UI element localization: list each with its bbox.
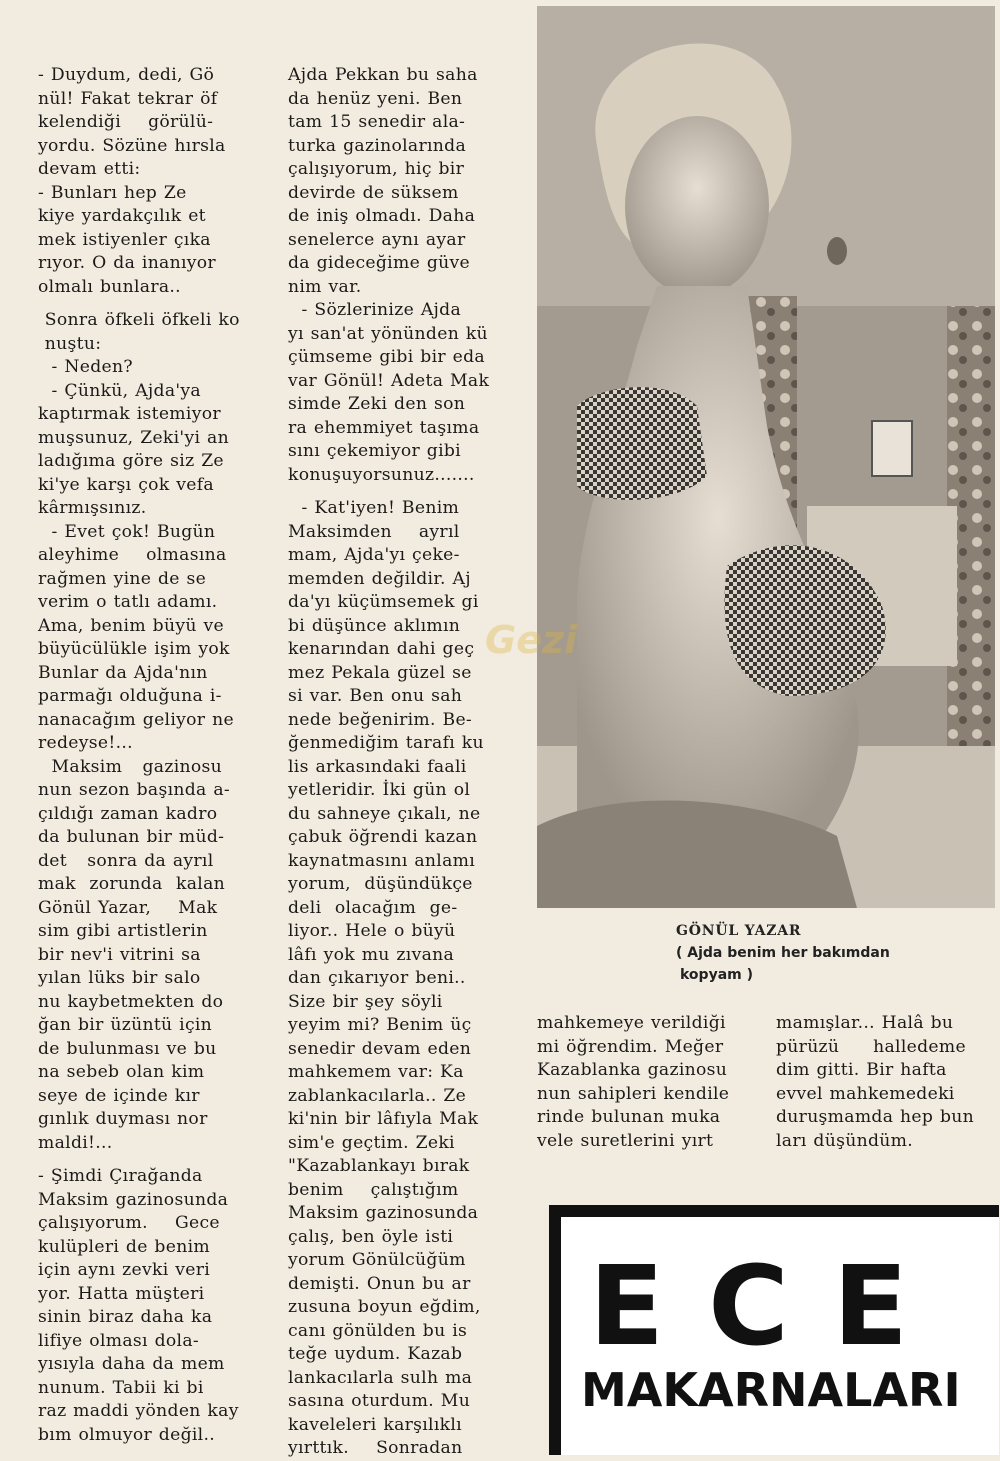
text-line: - Şimdi Çırağanda <box>38 1166 203 1186</box>
text-line: du sahneye çıkalı, ne <box>288 803 481 824</box>
text-line: yordu. Sözüne hırsla <box>38 135 226 156</box>
ad-product: MAKARNALARI <box>581 1363 961 1417</box>
text-line: konuşuyorsunuz....... <box>288 464 475 485</box>
text-line: de bulunması ve bu <box>38 1038 217 1059</box>
text-line: teğe uydum. Kazab <box>288 1344 463 1364</box>
text-line: nun sahipleri kendile <box>537 1083 730 1104</box>
text-line: Ajda Pekkan bu saha <box>288 65 478 85</box>
text-line: na sebeb olan kim <box>38 1062 205 1082</box>
watermark: Gezi <box>485 618 578 662</box>
text-line: benim çalıştığım <box>288 1179 459 1200</box>
text-line: det sonra da ayrıl <box>38 850 214 871</box>
text-line: kârmışsınız. <box>38 498 147 518</box>
text-line: - Neden? <box>38 357 133 377</box>
text-line: nede beğenirim. Be- <box>288 709 473 730</box>
text-line: da henüz yeni. Ben <box>288 88 463 109</box>
text-line: ğan bir üzüntü için <box>38 1015 213 1035</box>
text-line: simde Zeki den son <box>288 394 466 414</box>
text-line: evvel mahkemedeki <box>776 1083 955 1104</box>
text-line: yorum, düşündükçe <box>288 874 473 894</box>
text-line: senedir devam eden <box>288 1038 472 1059</box>
text-line: maldi!... <box>38 1132 113 1153</box>
text-line: dan çıkarıyor beni.. <box>288 968 466 988</box>
text-line: devam etti: <box>38 159 141 179</box>
text-line: Kazablanka gazinosu <box>537 1060 728 1080</box>
text-line: çümseme gibi bir eda <box>288 347 485 367</box>
text-line: Maksimden ayrıl <box>288 521 460 542</box>
text-line: demişti. Onun bu ar <box>288 1273 471 1294</box>
text-line: çabuk öğrendi kazan <box>288 827 478 847</box>
text-line: muşsunuz, Zeki'yi an <box>38 427 229 448</box>
text-line: aleyhime olmasına <box>38 545 227 565</box>
paragraph-gap <box>288 487 520 497</box>
text-line: mak zorunda kalan <box>38 874 225 894</box>
text-line: gınlık duyması nor <box>38 1109 208 1129</box>
text-line: rıyor. O da inanıyor <box>38 253 216 273</box>
text-line: da gideceğime güve <box>288 253 470 273</box>
text-line: nunum. Tabii ki bi <box>38 1377 204 1398</box>
text-line: çalış, ben öyle isti <box>288 1226 454 1247</box>
text-line: lankacılarla sulh ma <box>288 1367 473 1388</box>
text-line: Maksim gazinosunda <box>288 1203 479 1223</box>
text-line: rinde bulunan muka <box>537 1107 721 1127</box>
text-line: parmağı olduğuna i- <box>38 686 222 706</box>
article-column-1 <box>38 64 270 1447</box>
text-line: bi düşünce aklımın <box>288 615 461 636</box>
text-line: memden değildir. Aj <box>288 568 471 589</box>
text-line: redeyse!... <box>38 733 133 753</box>
text-line: - Bunları hep Ze <box>38 182 187 203</box>
text-line: lis arkasındaki faali <box>288 756 467 777</box>
text-line: da bulunan bir müd- <box>38 827 225 847</box>
text-line: sim'e geçtim. Zeki <box>288 1132 455 1153</box>
text-line: - Sözlerinize Ajda <box>288 300 462 320</box>
text-line: nanacağım geliyor ne <box>38 709 234 730</box>
text-line: duruşmamda hep bun <box>776 1107 974 1127</box>
text-line: senelerce aynı ayar <box>288 229 466 250</box>
text-line: rağmen yine de se <box>38 568 207 589</box>
portrait-photo <box>537 6 995 908</box>
text-line: lifiye olması dola- <box>38 1330 199 1351</box>
text-line: kaveleleri karşılıklı <box>288 1414 462 1435</box>
text-line: zablankacılarla.. Ze <box>288 1085 467 1106</box>
caption-line-2: kopyam ) <box>680 967 754 983</box>
text-line: kiye yardakçılık et <box>38 206 206 226</box>
text-line: devirde de süksem <box>288 182 459 203</box>
text-line: nül! Fakat tekrar öf <box>38 88 218 109</box>
text-line: bir nev'i vitrini sa <box>38 944 201 965</box>
text-line: Gönül Yazar, Mak <box>38 897 218 918</box>
text-line: kelendiği görülü- <box>38 112 214 132</box>
text-line: bım olmuyor değil.. <box>38 1424 216 1445</box>
article-column-3 <box>537 1012 759 1153</box>
text-line: yısıyla daha da mem <box>38 1354 225 1374</box>
text-line: mam, Ajda'yı çeke- <box>288 545 460 565</box>
text-line: Bunlar da Ajda'nın <box>38 662 208 683</box>
text-line: Ama, benim büyü ve <box>38 615 224 636</box>
text-line: nuştu: <box>38 333 102 354</box>
text-line: yı san'at yönünden kü <box>288 323 488 344</box>
text-line: ladığıma göre siz Ze <box>38 451 224 471</box>
photo-caption <box>676 920 916 986</box>
text-line: ları düşündüm. <box>776 1130 913 1151</box>
text-line: yılan lüks bir salo <box>38 968 201 988</box>
text-line: sim gibi artistlerin <box>38 921 208 941</box>
text-line: verim o tatlı adamı. <box>38 592 218 612</box>
text-line: mi öğrendim. Meğer <box>537 1036 724 1057</box>
text-line: ki'ye karşı çok vefa <box>38 474 214 495</box>
text-line: mek istiyenler çıka <box>38 229 211 250</box>
text-line: vele suretlerini yırt <box>537 1130 714 1151</box>
text-line: olmalı bunlara.. <box>38 276 181 297</box>
text-line: yırttık. Sonradan <box>288 1438 463 1458</box>
caption-line-1: ( Ajda benim her bakımdan <box>676 945 890 961</box>
text-line: mahkemeye verildiği <box>537 1013 726 1033</box>
text-line: yor. Hatta müşteri <box>38 1283 205 1304</box>
text-line: kaynatmasını anlamı <box>288 850 476 871</box>
text-line: Size bir şey söyli <box>288 991 443 1012</box>
text-line: nu kaybetmekten do <box>38 991 224 1012</box>
text-line: sinin biraz daha ka <box>38 1307 213 1327</box>
text-line: için aynı zevki veri <box>38 1260 211 1280</box>
text-line: "Kazablankayı bırak <box>288 1156 470 1176</box>
text-line: çalışıyorum. Gece <box>38 1213 220 1233</box>
text-line: liyor.. Hele o büyü <box>288 921 456 941</box>
text-line: lâfı yok mu zıvana <box>288 944 455 965</box>
ad-brand: ECE <box>589 1242 953 1370</box>
text-line: ğenmediğim tarafı ku <box>288 733 484 753</box>
text-line: raz maddi yönden kay <box>38 1401 239 1421</box>
text-line: da'yı küçümsemek gi <box>288 592 479 612</box>
text-line: Maksim gazinosunda <box>38 1189 229 1210</box>
text-line: - Çünkü, Ajda'ya <box>38 380 201 401</box>
text-line: Maksim gazinosu <box>38 756 223 777</box>
text-line: - Evet çok! Bugün <box>38 521 216 542</box>
text-line: nun sezon başında a- <box>38 780 231 800</box>
text-line: çıldığı zaman kadro <box>38 803 218 824</box>
text-line: zusuna boyun eğdim, <box>288 1297 481 1317</box>
text-line: kulüpleri de benim <box>38 1236 210 1257</box>
text-line: - Duydum, dedi, Gö <box>38 65 215 85</box>
text-line: turka gazinolarında <box>288 135 467 156</box>
text-line: Sonra öfkeli öfkeli ko <box>38 310 240 330</box>
text-line: mahkemem var: Ka <box>288 1062 464 1082</box>
caption-name: GÖNÜL YAZAR <box>676 923 802 939</box>
text-line: ra ehemmiyet taşıma <box>288 417 480 438</box>
text-line: canı gönülden bu is <box>288 1320 468 1341</box>
text-line: dim gitti. Bir hafta <box>776 1060 947 1080</box>
text-line: mez Pekala güzel se <box>288 662 472 683</box>
text-line: kenarından dahi geç <box>288 639 475 659</box>
article-column-4 <box>776 1012 996 1153</box>
text-line: büyücülükle işim yok <box>38 639 230 659</box>
text-line: si var. Ben onu sah <box>288 686 463 706</box>
article-column-2 <box>288 64 520 1461</box>
text-line: yeyim mi? Benim üç <box>288 1015 472 1035</box>
text-line: tam 15 senedir ala- <box>288 112 466 132</box>
paragraph-gap <box>38 1155 270 1165</box>
ece-advertisement <box>549 1205 999 1455</box>
text-line: - Kat'iyen! Benim <box>288 498 460 518</box>
text-line: de iniş olmadı. Daha <box>288 206 476 226</box>
text-line: pürüzü halledeme <box>776 1036 966 1057</box>
text-line: kaptırmak istemiyor <box>38 404 221 424</box>
text-line: nim var. <box>288 276 362 297</box>
paragraph-gap <box>38 299 270 309</box>
text-line: sını çekemiyor gibi <box>288 441 461 461</box>
text-line: mamışlar... Halâ bu <box>776 1013 954 1033</box>
text-line: var Gönül! Adeta Mak <box>288 370 490 391</box>
text-line: ki'nin bir lâfıyla Mak <box>288 1109 479 1129</box>
text-line: deli olacağım ge- <box>288 897 458 918</box>
text-line: yetleridir. İki gün ol <box>288 780 471 800</box>
text-line: seye de içinde kır <box>38 1085 200 1106</box>
text-line: sasına oturdum. Mu <box>288 1391 471 1411</box>
text-line: çalışıyorum, hiç bir <box>288 159 465 179</box>
text-line: yorum Gönülcüğüm <box>288 1250 466 1270</box>
